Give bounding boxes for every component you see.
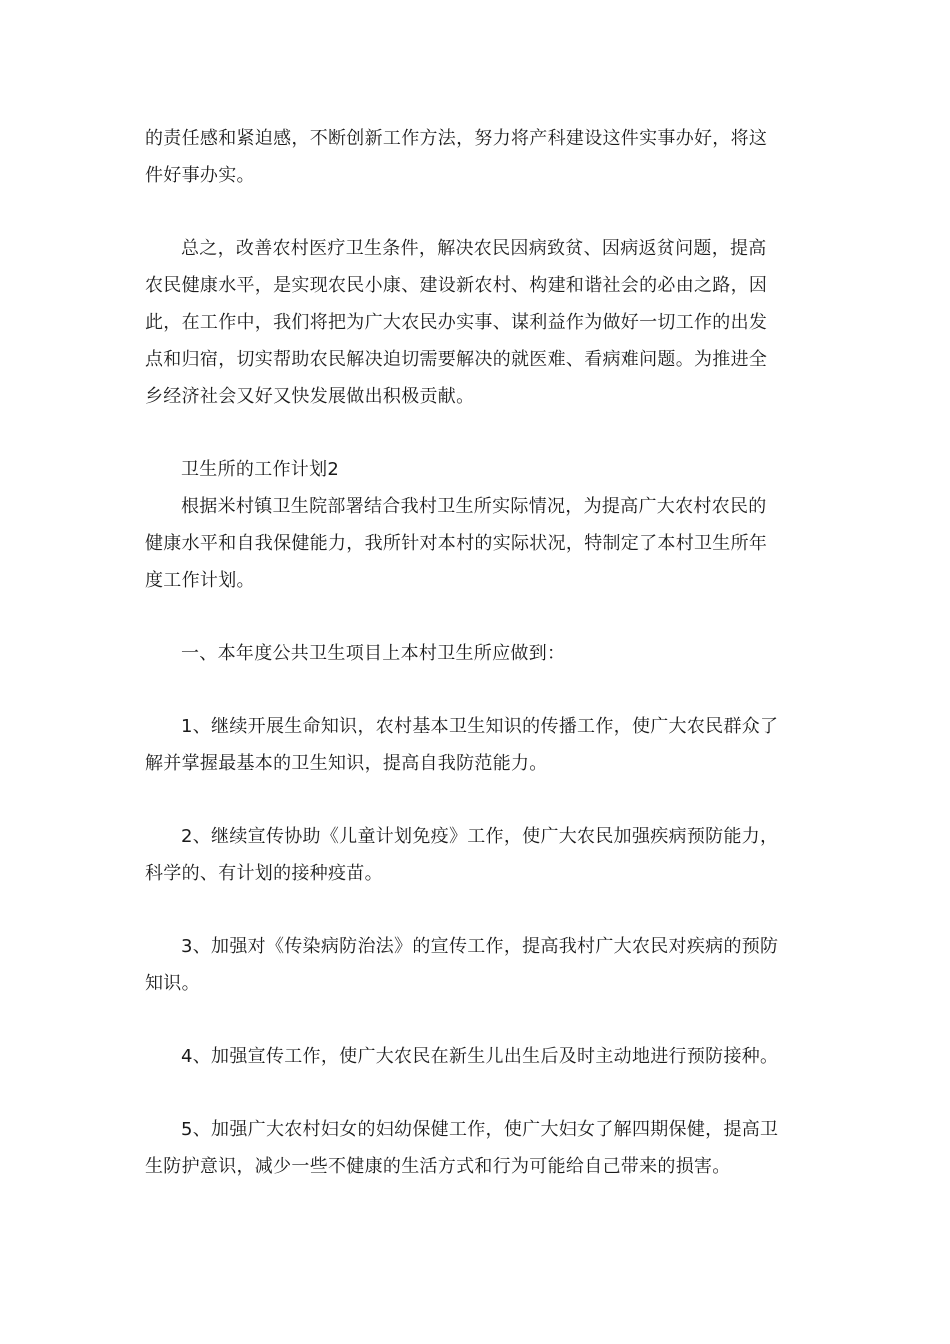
list-item-3-line-2: 知识。 bbox=[145, 973, 200, 994]
paragraph-2-line-3: 此，在工作中，我们将把为广大农民办实事、谋利益作为做好一切工作的出发 bbox=[145, 312, 768, 333]
list-item-3-line-1: 3、加强对《传染病防治法》的宣传工作，提高我村广大农民对疾病的预防 bbox=[181, 936, 779, 957]
list-item-5-line-1: 5、加强广大农村妇女的妇幼保健工作，使广大妇女了解四期保健，提高卫 bbox=[181, 1119, 779, 1140]
paragraph-3-line-2: 健康水平和自我保健能力，我所针对本村的实际状况，特制定了本村卫生所年 bbox=[145, 533, 768, 554]
paragraph-2-line-5: 乡经济社会又好又快发展做出积极贡献。 bbox=[145, 386, 475, 407]
paragraph-3-line-3: 度工作计划。 bbox=[145, 570, 255, 591]
list-item-2-line-2: 科学的、有计划的接种疫苗。 bbox=[145, 863, 383, 884]
section-heading: 卫生所的工作计划2 bbox=[181, 459, 340, 480]
list-item-1-line-1: 1、继续开展生命知识，农村基本卫生知识的传播工作，使广大农民群众了 bbox=[181, 716, 779, 737]
list-item-4-line-1: 4、加强宣传工作，使广大农民在新生儿出生后及时主动地进行预防接种。 bbox=[181, 1046, 779, 1067]
paragraph-2-line-1: 总之，改善农村医疗卫生条件，解决农民因病致贫、因病返贫问题，提高 bbox=[181, 238, 767, 259]
paragraph-3-line-1: 根据米村镇卫生院部署结合我村卫生所实际情况，为提高广大农村农民的 bbox=[181, 496, 767, 517]
list-item-1-line-2: 解并掌握最基本的卫生知识，提高自我防范能力。 bbox=[145, 753, 548, 774]
paragraph-2-line-2: 农民健康水平，是实现农民小康、建设新农村、构建和谐社会的必由之路，因 bbox=[145, 275, 768, 296]
list-heading: 一、本年度公共卫生项目上本村卫生所应做到： bbox=[181, 643, 566, 664]
paragraph-2-line-4: 点和归宿，切实帮助农民解决迫切需要解决的就医难、看病难问题。为推进全 bbox=[145, 349, 768, 370]
list-item-5-line-2: 生防护意识，减少一些不健康的生活方式和行为可能给自己带来的损害。 bbox=[145, 1156, 731, 1177]
paragraph-1-line-2: 件好事办实。 bbox=[145, 165, 255, 186]
list-item-2-line-1: 2、继续宣传协助《儿童计划免疫》工作，使广大农民加强疾病预防能力， bbox=[181, 826, 779, 847]
paragraph-1-line-1: 的责任感和紧迫感，不断创新工作方法，努力将产科建设这件实事办好，将这 bbox=[145, 128, 768, 149]
